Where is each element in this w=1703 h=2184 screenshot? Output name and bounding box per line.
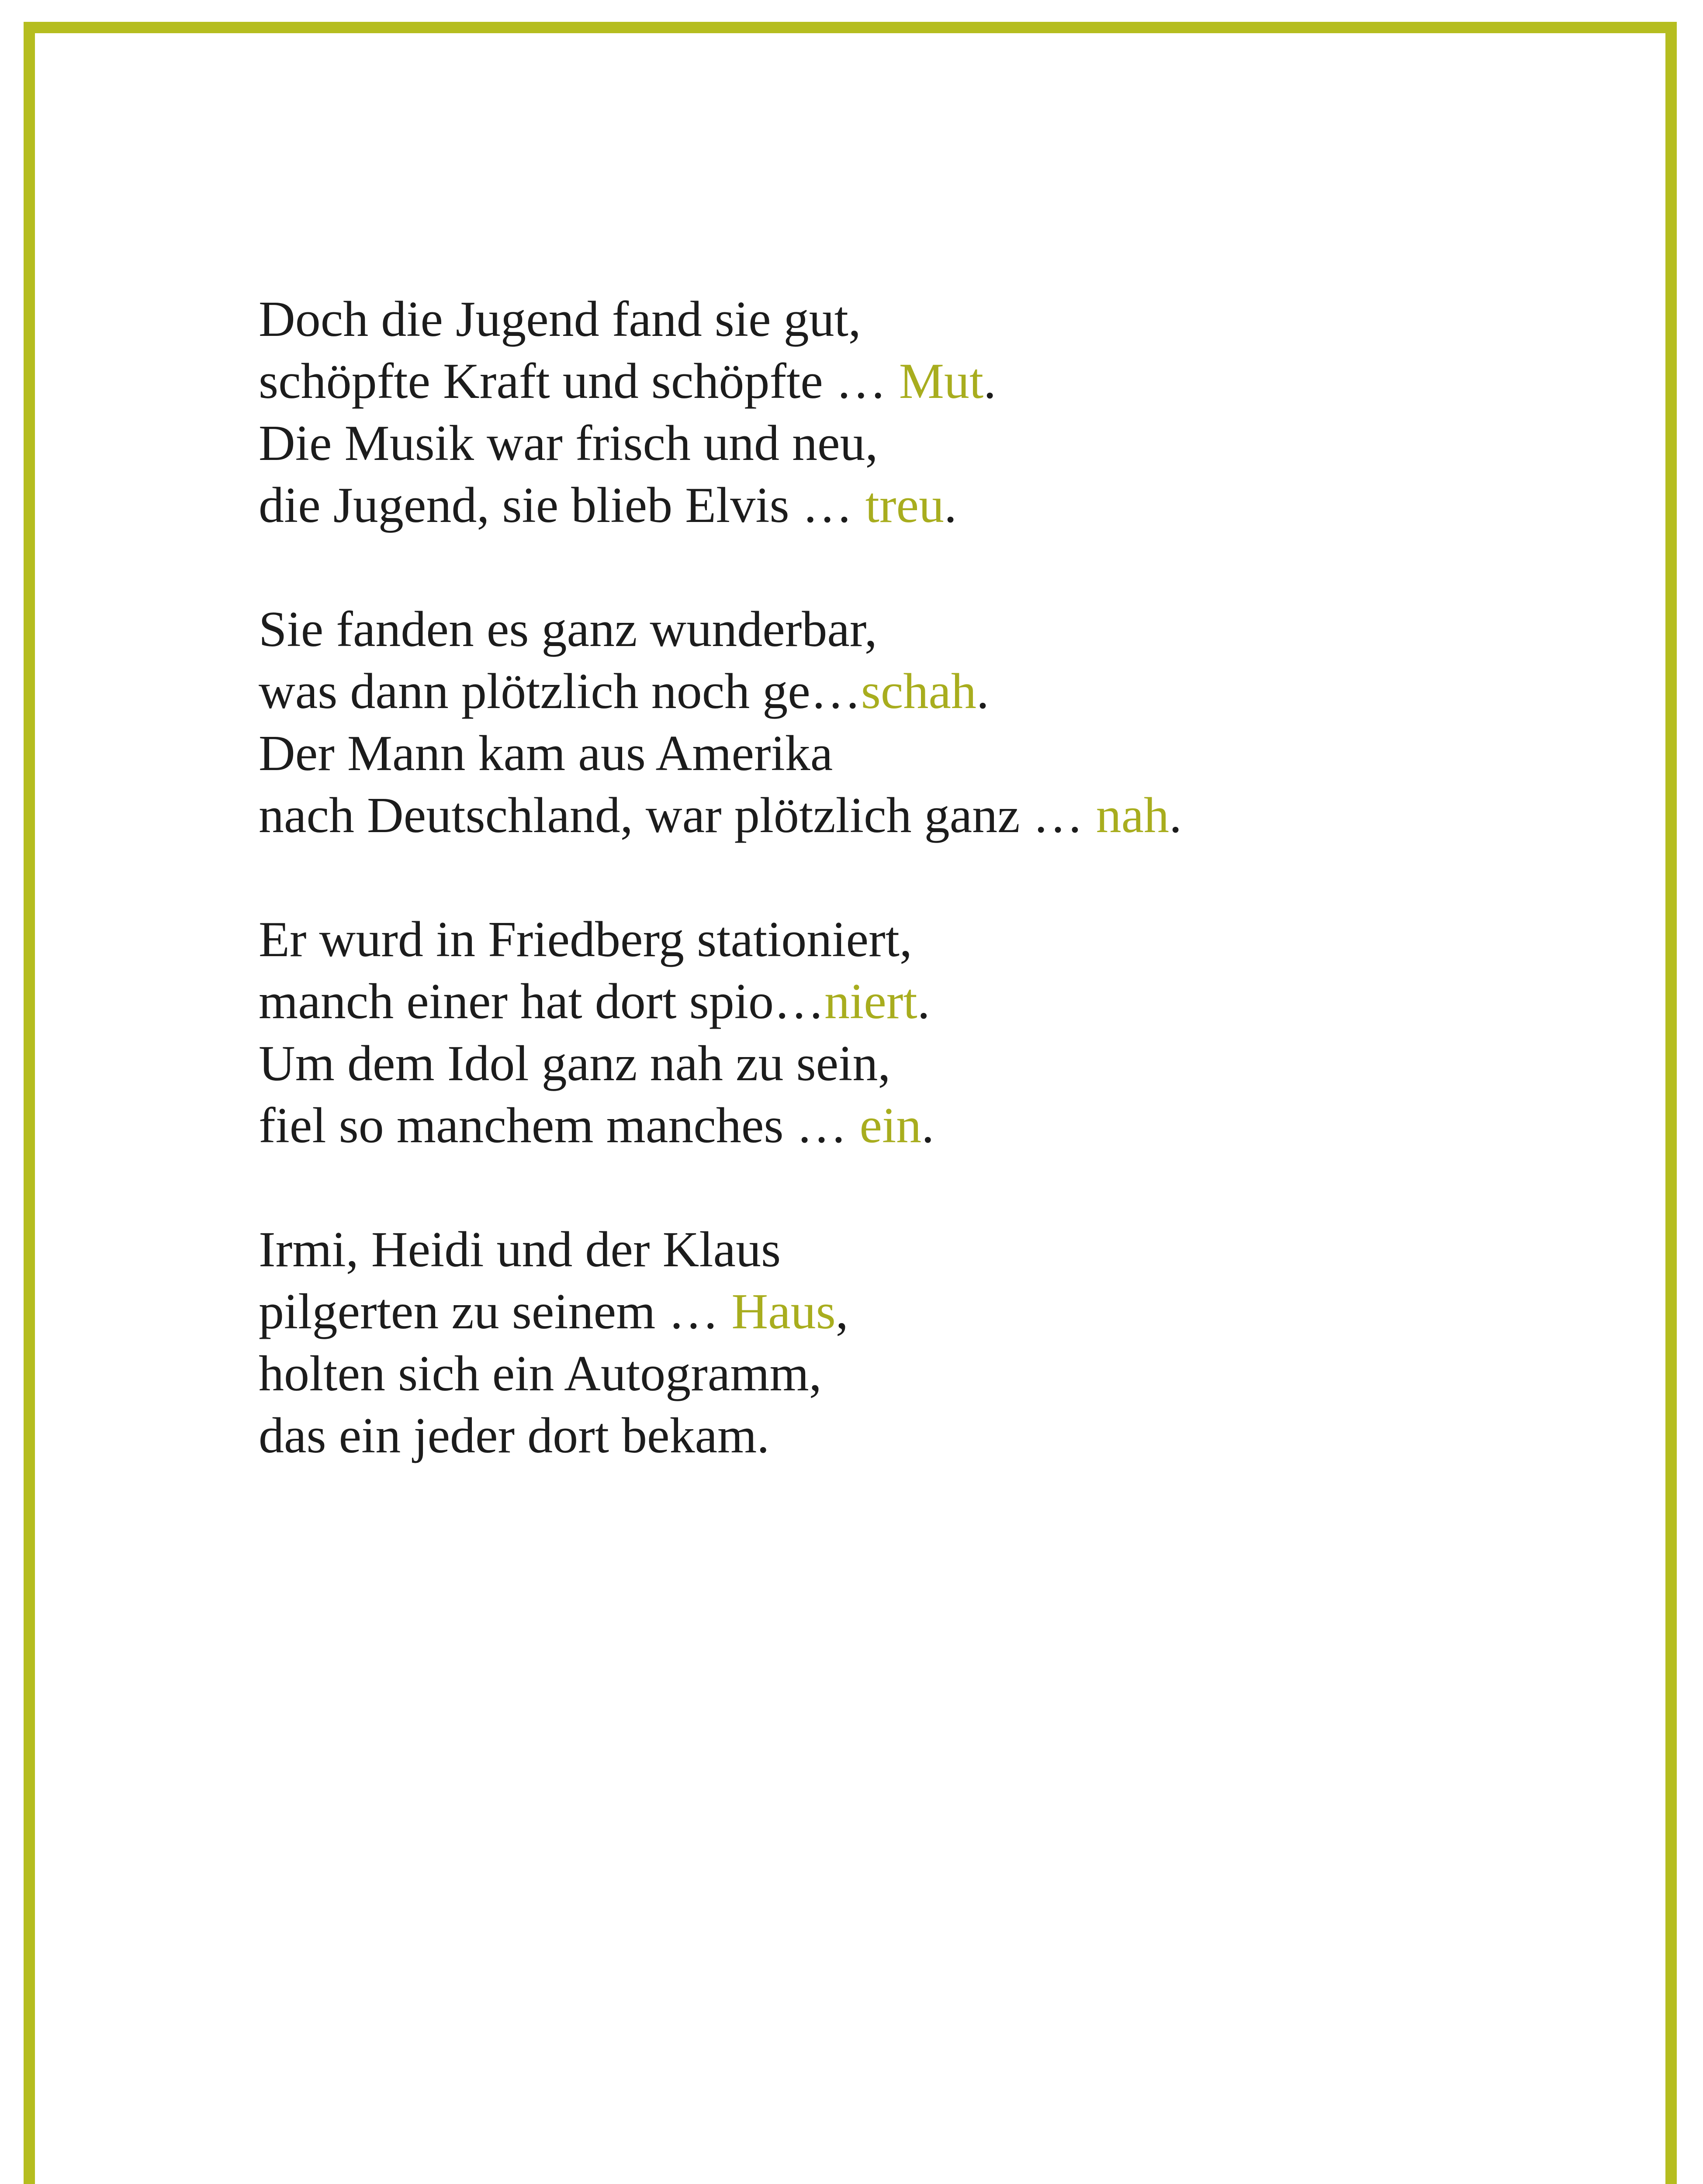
poem-line: was dann plötzlich noch ge…schah. [259,663,989,719]
poem-line: Doch die Jugend fand sie gut, [259,291,861,347]
poem-line: pilgerten zu seinem … Haus, [259,1284,848,1340]
rhyme-word: ein [859,1098,922,1154]
poem-line: das ein jeder dort bekam. [259,1408,770,1464]
poem [259,288,1526,1529]
poem-line: die Jugend, sie blieb Elvis … treu. [259,477,957,533]
poem-line: fiel so manchem manches … ein. [259,1098,935,1154]
stanza-4 [259,1219,1526,1467]
poem-line: Sie fanden es ganz wunderbar, [259,601,877,657]
stanza-1 [259,288,1526,536]
stanza-3 [259,909,1526,1157]
poem-line: Die Musik war frisch und neu, [259,415,878,471]
poem-line: schöpfte Kraft und schöpfte … Mut. [259,353,997,409]
stanza-2 [259,598,1526,847]
rhyme-word: schah [861,663,976,719]
rhyme-word: Mut [899,353,984,409]
poem-line: nach Deutschland, war plötzlich ganz … nah. [259,788,1182,843]
poem-line: Er wurd in Friedberg stationiert, [259,912,912,968]
poem-line: manch einer hat dort spio…niert. [259,974,930,1030]
poem-line: Der Mann kam aus Amerika [259,726,833,781]
rhyme-word: niert [824,974,917,1030]
rhyme-word: nah [1096,788,1170,843]
poem-line: Irmi, Heidi und der Klaus [259,1222,781,1278]
rhyme-word: treu [865,477,944,533]
poem-line: holten sich ein Autogramm, [259,1346,822,1402]
rhyme-word: Haus [731,1284,836,1340]
poem-line: Um dem Idol ganz nah zu sein, [259,1036,891,1092]
